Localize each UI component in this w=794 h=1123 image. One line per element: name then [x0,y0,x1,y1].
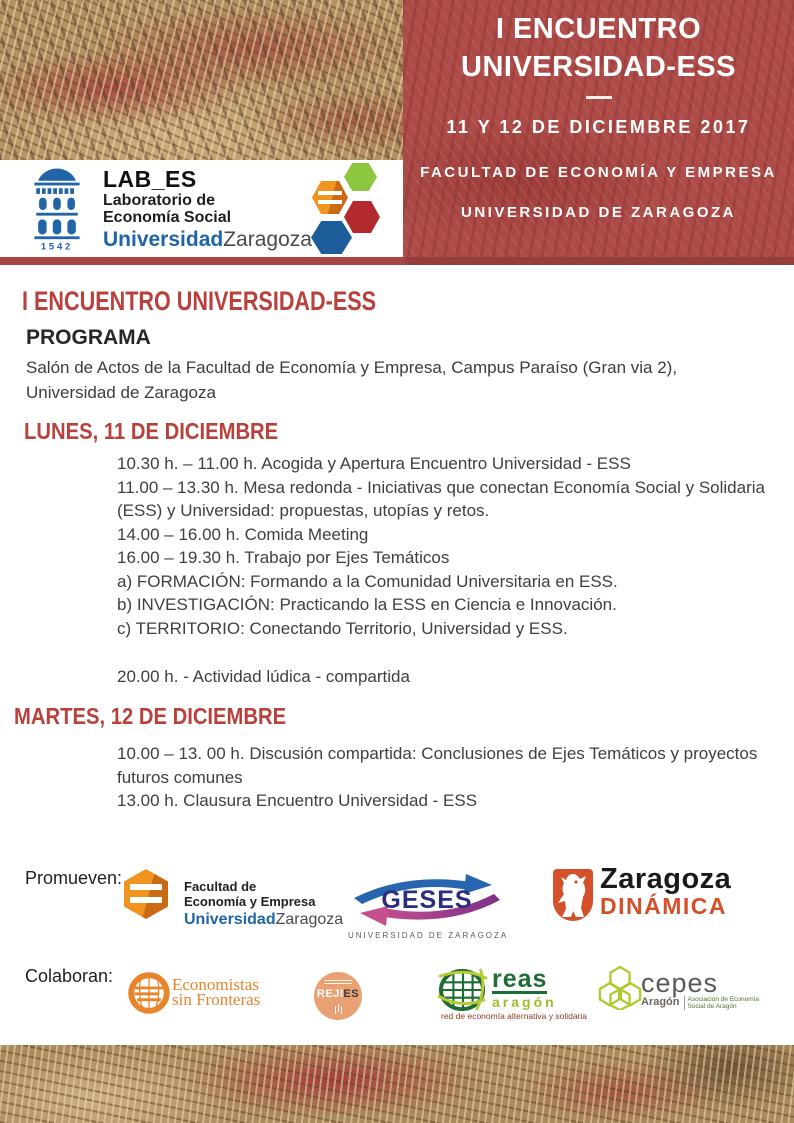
footer-rope-photo [0,1045,794,1123]
esf-line2: sin Fronteras [172,990,261,1009]
location-line2: Universidad de Zaragoza [26,383,216,402]
zaragoza-dinamica-shield [553,869,593,921]
collaborate-label: Colaboran: [25,966,114,986]
event-title-line1: I ENCUENTRO [495,13,702,45]
economistas-sin-fronteras-logo [172,977,260,1007]
schedule-item: 10.30 h. – 11.00 h. Acogida y Apertura Encuentro Universidad - ESS [117,454,631,473]
cepes-logo [641,968,760,1010]
lab-es-subtitle-line1: Laboratorio de [103,192,216,209]
schedule-item: c) TERRITORIO: Conectando Territorio, Universidad y ESS. [117,618,568,638]
location-line1: Salón de Actos de la Facultad de Economía y Empresa, Campus Paraíso (Gran via 2), [26,358,678,377]
facultad-brand-part1: Universidad [184,911,276,928]
cepes-caption [684,996,760,1010]
schedule-item: b) INVESTIGACIÓN: Practicando la ESS en Ciencia e Innovación. [117,595,617,614]
rejies-wordmark [314,988,362,1000]
day1-schedule [117,452,777,689]
schedule-item: 20.00 h. - Actividad lúdica - compartida [117,667,410,686]
zaragoza-dinamica-logo [600,864,731,918]
facultad-brand-part2: Zaragoza [275,911,344,928]
location-text [26,355,677,405]
reas-region: aragón [492,994,557,1010]
event-title-line2: UNIVERSIDAD-ESS [461,51,736,83]
event-faculty: FACULTAD DE ECONOMÍA Y EMPRESA [420,164,777,181]
event-university: UNIVERSIDAD DE ZARAGOZA [460,204,736,221]
geses-logo [348,872,509,942]
program-label: PROGRAMA [26,326,151,349]
facultad-line2: Economía y Empresa [184,894,316,909]
day1-heading: LUNES, 11 DE DICIEMBRE [24,418,279,444]
lab-es-name: LAB_ES [103,166,197,192]
geses-wordmark: GESES [381,886,473,914]
facultad-logo [184,879,343,927]
cepes-wordmark: cepes [641,968,719,998]
facultad-hexagon-icon [124,869,168,919]
promote-label: Promueven: [25,868,123,888]
event-date: 11 Y 12 DE DICIEMBRE 2017 [446,117,751,137]
unizar-crest-icon [24,166,90,252]
page-title: I ENCUENTRO UNIVERSIDAD-ESS [22,286,377,316]
crest-year: 1542 [40,240,74,252]
schedule-item: a) FORMACIÓN: Formando a la Comunidad Universitaria en ESS. [117,571,618,591]
lab-es-subtitle [103,192,231,226]
lab-es-subtitle-line2: Economía Social [103,209,232,226]
lion-icon [553,869,593,921]
facultad-brand [184,909,343,927]
rejies-mark-icon [338,1004,339,1012]
unizar-wordmark [103,228,312,252]
rejies-part2: ES [343,988,360,1000]
fishing-net-photo [0,0,403,160]
economistas-sin-fronteras-icon [127,971,171,1015]
facultad-line1: Facultad de [184,879,257,894]
zd-line2: DINÁMICA [600,893,727,919]
esf-line1: Economistas [172,975,259,994]
rejies-part1: REJI [316,988,344,1000]
schedule-item: 14.00 – 16.00 h. Comida Meeting [117,524,369,544]
cepes-caption-line2: Social de Aragón [687,1003,737,1010]
reas-globe-icon [437,966,489,1014]
divider-dash [586,96,612,99]
reas-caption: red de economía alternativa y solidaria [441,1011,587,1021]
header-panel [403,0,794,257]
day2-schedule [117,742,777,813]
reas-logo [492,965,557,1010]
unizar-wordmark-part1: Universidad [103,228,224,251]
cepes-region: Aragón [641,996,680,1008]
schedule-item: 16.00 – 19.30 h. Trabajo por Ejes Temáticos [117,548,450,567]
header-red-strip [0,257,794,265]
rejies-logo [314,972,362,1020]
geses-caption: UNIVERSIDAD DE ZARAGOZA [348,931,509,940]
unizar-wordmark-part2: Zaragoza [223,228,312,251]
schedule-item: 10.00 – 13. 00 h. Discusión compartida: Conclusiones de Ejes Temáticos y proyectos futuros comunes [117,744,758,787]
day2-heading: MARTES, 12 DE DICIEMBRE [14,703,287,729]
rejies-tiny-text-decor [324,980,353,985]
schedule-item: 11.00 – 13.30 h. Mesa redonda - Iniciativas que conectan Economía Social y Solidaria (ESS) y Universidad: propuestas, utopías y retos. [117,477,765,520]
zd-line1: Zaragoza [600,863,732,895]
reas-wordmark: reas [492,965,548,993]
schedule-item: 13.00 h. Clausura Encuentro Universidad - ESS [117,791,478,810]
cepes-hexagons-icon [598,966,642,1010]
cepes-caption-line1: Asociación de Economía [687,996,760,1003]
